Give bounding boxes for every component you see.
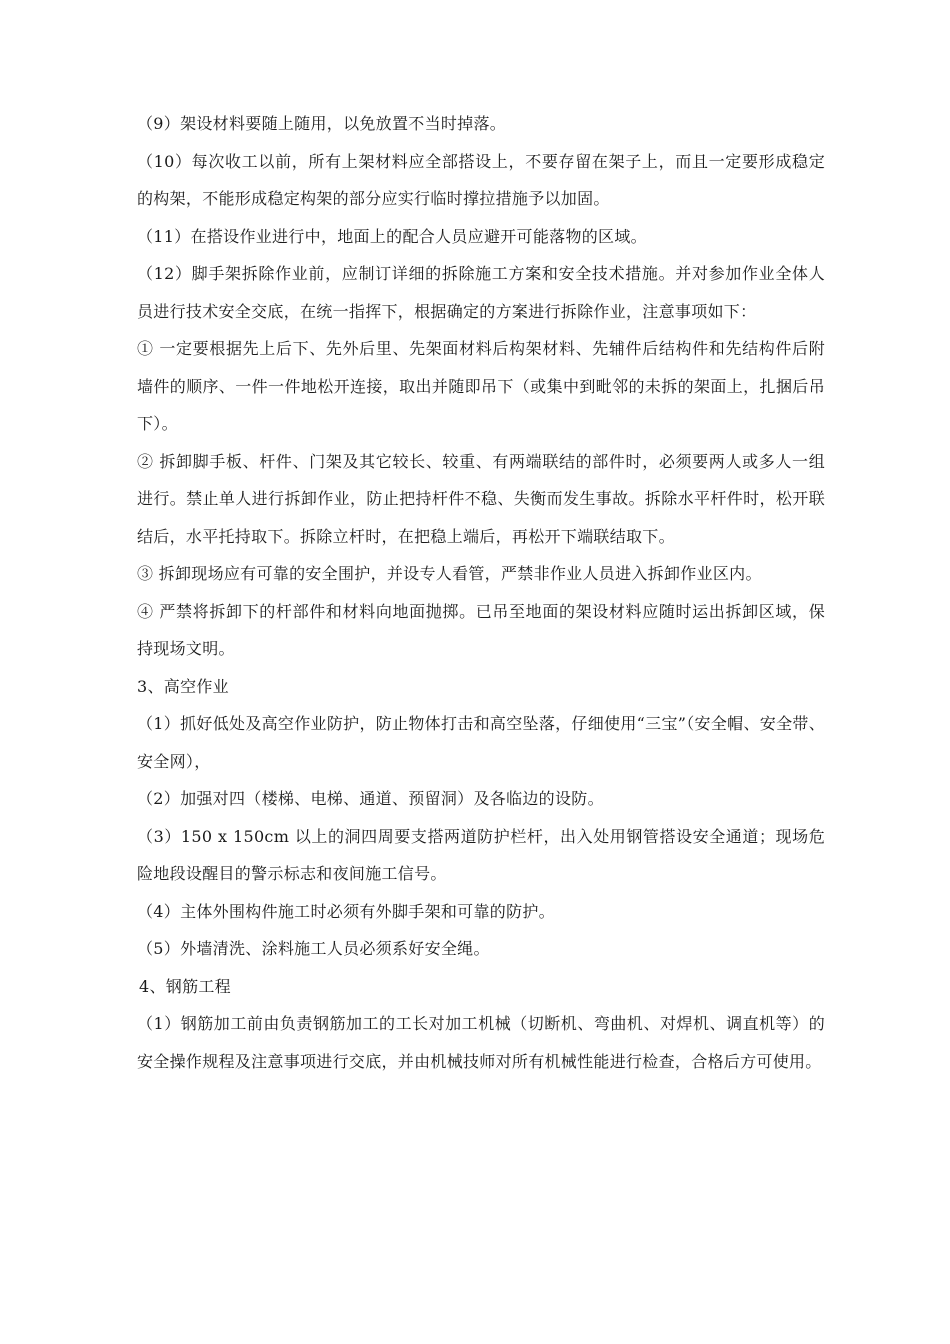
paragraph-item-11: （11）在搭设作业进行中，地面上的配合人员应避开可能落物的区域。 xyxy=(137,226,647,246)
paragraph-height-4: （4）主体外围构件施工时必须有外脚手架和可靠的防护。 xyxy=(137,901,555,921)
paragraph-circle-4: ④ 严禁将拆卸下的杆部件和材料向地面抛掷。已吊至地面的架设材料应随时运出拆卸区域，保持现场文明。 xyxy=(137,601,825,658)
paragraph-item-10: （10）每次收工以前，所有上架材料应全部搭设上，不要存留在架子上，而且一定要形成稳定的构架，不能形成稳定构架的部分应实行临时撑拉措施予以加固。 xyxy=(137,151,825,208)
paragraph-circle-1: ① 一定要根据先上后下、先外后里、先架面材料后构架材料、先辅件后结构件和先结构件后附墙件的顺序、一件一件地松开连接，取出并随即吊下（或集中到毗邻的未拆的架面上，扎捆后吊下）。 xyxy=(137,339,825,433)
paragraph-height-1: （1）抓好低处及高空作业防护，防止物体打击和高空坠落，仔细使用“三宝”（安全帽、安全带、安全网）， xyxy=(137,714,825,771)
paragraph-circle-3: ③ 拆卸现场应有可靠的安全围护，并设专人看管，严禁非作业人员进入拆卸作业区内。 xyxy=(137,564,762,583)
paragraph-circle-2: ② 拆卸脚手板、杆件、门架及其它较长、较重、有两端联结的部件时，必须要两人或多人一组进行。禁止单人进行拆卸作业，防止把持杆件不稳、失衡而发生事故。拆除水平杆件时，松开联结后，水平托持取下。拆除立杆时，在把稳上端后，再松开下端联结取下。 xyxy=(137,451,825,546)
paragraph-item-9: （9）架设材料要随上随用，以免放置不当时掉落。 xyxy=(137,114,507,133)
section-heading-4: 4、钢筋工程 xyxy=(139,976,231,996)
paragraph-height-5: （5）外墙清洗、涂料施工人员必须系好安全绳。 xyxy=(137,939,490,958)
paragraph-height-2: （2）加强对四（楼梯、电梯、通道、预留洞）及各临边的设防。 xyxy=(137,789,604,808)
paragraph-height-3: （3）150 x 150cm 以上的洞四周要支搭两道防护栏杆，出入处用钢管搭设安全通道；现场危险地段设醒目的警示标志和夜间施工信号。 xyxy=(137,826,825,883)
paragraph-item-12: （12）脚手架拆除作业前，应制订详细的拆除施工方案和安全技术措施。并对参加作业全体人员进行技术安全交底，在统一指挥下，根据确定的方案进行拆除作业，注意事项如下： xyxy=(137,264,825,321)
paragraph-rebar-1: （1）钢筋加工前由负责钢筋加工的工长对加工机械（切断机、弯曲机、对焊机、调直机等）的安全操作规程及注意事项进行交底，并由机械技师对所有机械性能进行检查，合格后方可使用。 xyxy=(137,1014,825,1071)
section-heading-3: 3、高空作业 xyxy=(137,676,229,696)
document-body xyxy=(137,105,825,1080)
